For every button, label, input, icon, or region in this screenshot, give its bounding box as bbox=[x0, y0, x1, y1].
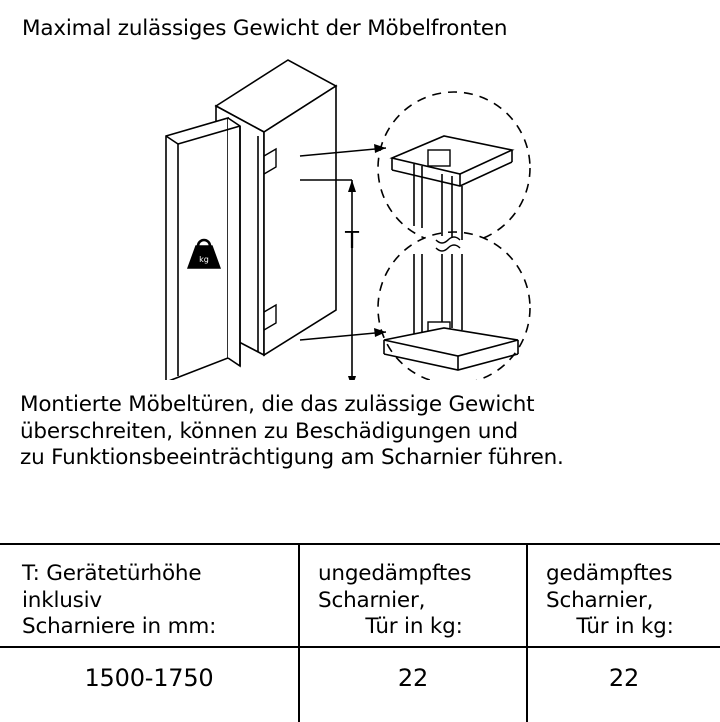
warning-line-3: zu Funktionsbeeinträchtigung am Scharnier führen. bbox=[20, 445, 564, 470]
diagram-svg bbox=[0, 40, 720, 380]
cell-damped-weight bbox=[526, 648, 720, 722]
header-col3-line1: gedämpftes bbox=[546, 561, 673, 586]
header-col2-line3: Tür in kg: bbox=[365, 614, 463, 639]
svg-text:kg: kg bbox=[199, 255, 209, 264]
appliance-diagram bbox=[0, 40, 720, 380]
header-col2-line1: ungedämpftes bbox=[318, 561, 472, 586]
header-col2-line2: Scharnier, bbox=[318, 587, 426, 613]
header-cell-undamped-hinge bbox=[298, 545, 526, 646]
warning-line-2: überschreiten, können zu Beschädigungen und bbox=[20, 418, 518, 444]
header-col3-line2: Scharnier, bbox=[546, 587, 654, 613]
warning-paragraph bbox=[20, 392, 710, 472]
page-title: Maximal zulässiges Gewicht der Möbelfronten bbox=[22, 16, 508, 41]
weight-table bbox=[0, 543, 720, 722]
header-cell-door-height bbox=[0, 545, 298, 646]
header-col1-line2: inklusiv bbox=[22, 587, 102, 613]
dimension-label-t: T bbox=[344, 228, 360, 254]
table-header-row bbox=[0, 545, 720, 646]
cell-height-range bbox=[0, 648, 298, 722]
cell-undamped-weight bbox=[298, 648, 526, 722]
header-col1-line1: T: Gerätetürhöhe bbox=[22, 561, 202, 586]
header-col3-line3: Tür in kg: bbox=[576, 614, 674, 639]
header-col1-line3: Scharniere in mm: bbox=[22, 614, 217, 639]
value-height-range: 1500-1750 bbox=[84, 664, 214, 692]
value-damped-kg: 22 bbox=[608, 664, 640, 692]
value-undamped-kg: 22 bbox=[397, 664, 429, 692]
header-cell-damped-hinge bbox=[526, 545, 720, 646]
warning-line-1: Montierte Möbeltüren, die das zulässige Gewicht bbox=[20, 392, 535, 417]
table-row bbox=[0, 646, 720, 722]
